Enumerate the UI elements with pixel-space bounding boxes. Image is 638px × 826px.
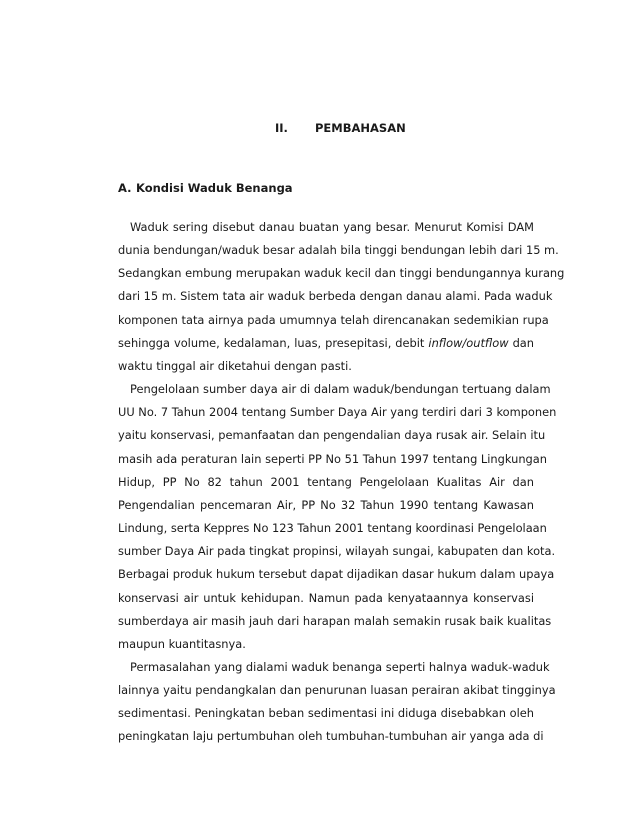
paragraph-line: waktu tinggal air diketahui dengan pasti. (118, 358, 352, 373)
section-title: Kondisi Waduk Benanga (136, 181, 293, 195)
paragraph-line: Lindung, serta Keppres No 123 Tahun 2001 tentang koordinasi Pengelolaan (118, 521, 547, 536)
paragraph-1 (118, 216, 565, 378)
paragraph-line: Pengelolaan sumber daya air di dalam waduk/bendungan tertuang dalam (130, 382, 551, 397)
paragraph-line: komponen tata airnya pada umumnya telah direncanakan sedemikian rupa (118, 312, 549, 327)
chapter-number: II. (275, 121, 288, 135)
paragraph-line: Permasalahan yang dialami waduk benanga seperti halnya waduk-waduk (130, 659, 550, 674)
paragraph-line: Berbagai produk hukum tersebut dapat dijadikan dasar hukum dalam upaya (118, 567, 555, 582)
paragraph-line: Hidup, PP No 82 tahun 2001 tentang Pengelolaan Kualitas Air dan (118, 474, 534, 489)
chapter-title: PEMBAHASAN (315, 121, 406, 135)
paragraph-line: lainnya yaitu pendangkalan dan penurunan luasan perairan akibat tingginya (118, 683, 556, 698)
paragraph-line: Sedangkan embung merupakan waduk kecil dan tinggi bendungannya kurang (118, 266, 565, 281)
paragraph-line: yaitu konservasi, pemanfaatan dan pengendalian daya rusak air. Selain itu (118, 428, 546, 443)
line-text: sehingga volume, kedalaman, luas, presepitasi, debit (118, 335, 425, 350)
paragraph-3 (118, 656, 556, 749)
paragraph-line-mixed (118, 332, 534, 355)
paragraph-line: dari 15 m. Sistem tata air waduk berbeda dengan danau alami. Pada waduk (118, 289, 553, 304)
paragraph-line: peningkatan laju pertumbuhan oleh tumbuhan-tumbuhan air yanga ada di (118, 729, 544, 744)
line-text: dan (512, 335, 535, 350)
paragraph-line: sedimentasi. Peningkatan beban sedimentasi ini diduga disebabkan oleh (118, 706, 534, 721)
paragraph-line: UU No. 7 Tahun 2004 tentang Sumber Daya Air yang terdiri dari 3 komponen (118, 405, 557, 420)
paragraph-2 (118, 378, 557, 656)
paragraph-line: masih ada peraturan lain seperti PP No 51 Tahun 1997 tentang Lingkungan (118, 451, 547, 466)
paragraph-line: maupun kuantitasnya. (118, 636, 246, 651)
paragraph-line: sumber Daya Air pada tingkat propinsi, wilayah sungai, kabupaten dan kota. (118, 544, 556, 559)
paragraph-line: Pengendalian pencemaran Air, PP No 32 Tahun 1990 tentang Kawasan (118, 497, 534, 512)
body-text (118, 216, 565, 749)
paragraph-line: dunia bendungan/waduk besar adalah bila tinggi bendungan lebih dari 15 m. (118, 243, 559, 258)
italic-term: inflow/outflow (428, 335, 509, 350)
paragraph-line: Waduk sering disebut danau buatan yang besar. Menurut Komisi DAM (130, 220, 534, 234)
paragraph-line: konservasi air untuk kehidupan. Namun pada kenyataannya konservasi (118, 590, 534, 605)
paragraph-line: sumberdaya air masih jauh dari harapan malah semakin rusak baik kualitas (118, 613, 552, 628)
section-heading (118, 179, 293, 197)
chapter-heading (0, 119, 638, 137)
section-letter: A. (118, 181, 132, 195)
